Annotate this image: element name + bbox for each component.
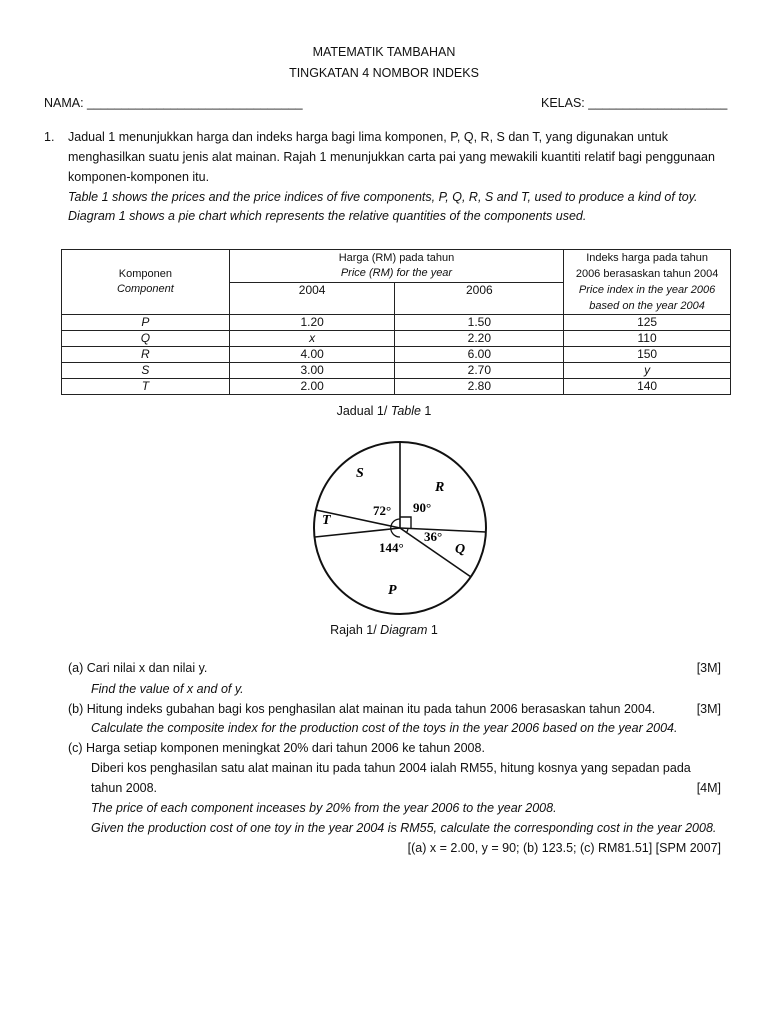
pie-label-q: Q: [455, 542, 466, 557]
page-title: MATEMATIK TAMBAHAN: [312, 45, 456, 59]
index-cell: 140: [564, 379, 731, 395]
price-2004-cell: 1.20: [229, 315, 395, 331]
component-cell: T: [62, 379, 230, 395]
part-a-malay: (a) Cari nilai x dan nilai y.: [68, 661, 208, 675]
diagram-caption-en: Diagram: [380, 623, 428, 637]
table-row: [62, 331, 731, 347]
component-header-en: Component: [116, 283, 174, 295]
pie-label-p: P: [388, 583, 397, 598]
index-cell: 125: [564, 315, 731, 331]
diagram-caption: [0, 623, 768, 637]
index-cell: 110: [564, 331, 731, 347]
price-2004-cell: x: [229, 331, 395, 347]
table-row: [62, 315, 731, 331]
pie-angle-36: 36°: [424, 529, 443, 544]
name-field-label: NAMA: _______________________________: [44, 96, 303, 110]
index-header-line: 2006 berasaskan tahun 2004: [575, 268, 719, 280]
answer-key: [(a) x = 2.00, y = 90; (b) 123.5; (c) RM81.51] [SPM 2007]: [407, 841, 721, 855]
price-index-table: [61, 249, 731, 395]
component-header: [62, 250, 230, 315]
part-c-malay: (c) Harga setiap komponen meningkat 20% dari tahun 2006 ke tahun 2008.: [68, 741, 485, 755]
component-cell: R: [62, 347, 230, 363]
index-header-line: Indeks harga pada tahun: [586, 252, 708, 264]
right-angle-marker: [400, 517, 411, 528]
pie-label-t: T: [322, 513, 331, 528]
angle-arc-72: [391, 519, 400, 526]
table-row: [62, 379, 731, 395]
pie-angle-90: 90°: [413, 500, 432, 515]
pie-radius-rq: [400, 528, 486, 532]
price-2004-cell: 2.00: [229, 379, 395, 395]
price-header: [229, 250, 563, 283]
pie-label-s: S: [356, 466, 364, 481]
part-c-marks: [4M]: [696, 781, 721, 795]
table-caption-my: Jadual 1/: [336, 404, 391, 418]
price-2006-cell: 2.20: [395, 331, 564, 347]
year-2006-header: 2006: [395, 283, 564, 315]
index-cell: 150: [564, 347, 731, 363]
part-c-malay: Diberi kos penghasilan satu alat mainan itu pada tahun 2004 ialah RM55, hitung kosnya yang sepadan pada: [91, 761, 691, 775]
table-row: [62, 347, 731, 363]
class-field-label: KELAS: ____________________: [541, 96, 728, 110]
table-caption-en: Table: [390, 404, 421, 418]
component-cell: P: [62, 315, 230, 331]
pie-chart-diagram: [300, 435, 500, 625]
question-malay-line: komponen-komponen itu.: [68, 170, 210, 184]
pie-angle-72: 72°: [373, 503, 392, 518]
question-malay-line: menghasilkan suatu jenis alat mainan. Rajah 1 menunjukkan carta pai yang mewakili kuantiti relatif bagi penggunaan: [68, 150, 715, 164]
price-2006-cell: 6.00: [395, 347, 564, 363]
part-c-malay: tahun 2008.: [91, 781, 158, 795]
part-c-english: Given the production cost of one toy in the year 2004 is RM55, calculate the corresponding cost in the year 2008.: [91, 821, 717, 835]
question-english-line: Table 1 shows the prices and the price indices of five components, P, Q, R, S and T, used to produce a kind of toy.: [68, 190, 698, 204]
part-a-english: Find the value of x and of y.: [91, 682, 244, 696]
price-2004-cell: 4.00: [229, 347, 395, 363]
index-header: [564, 250, 731, 315]
price-header-my: Harga (RM) pada tahun: [338, 252, 455, 264]
pie-angle-144: 144°: [379, 540, 404, 555]
part-b-malay: (b) Hitung indeks gubahan bagi kos penghasilan alat mainan itu pada tahun 2006 berasaskan tahun 2004.: [68, 702, 656, 716]
table-caption: [0, 404, 768, 418]
price-2004-cell: 3.00: [229, 363, 395, 379]
price-header-en: Price (RM) for the year: [340, 267, 453, 279]
part-b-marks: [3M]: [696, 702, 721, 716]
price-2006-cell: 2.80: [395, 379, 564, 395]
pie-radius-tp: [315, 528, 400, 537]
diagram-caption-num: 1: [427, 623, 438, 637]
component-cell: S: [62, 363, 230, 379]
index-header-line: based on the year 2004: [589, 300, 705, 312]
question-english-line: Diagram 1 shows a pie chart which represents the relative quantities of the components used.: [68, 209, 587, 223]
table-row: [62, 363, 731, 379]
component-cell: Q: [62, 331, 230, 347]
part-a-marks: [3M]: [696, 661, 721, 675]
part-c-english: The price of each component inceases by 20% from the year 2006 to the year 2008.: [91, 801, 557, 815]
year-2004-header: 2004: [229, 283, 395, 315]
page-subtitle: TINGKATAN 4 NOMBOR INDEKS: [289, 66, 479, 80]
pie-label-r: R: [435, 480, 445, 495]
index-header-line: Price index in the year 2006: [578, 284, 716, 296]
question-malay-line: Jadual 1 menunjukkan harga dan indeks harga bagi lima komponen, P, Q, R, S dan T, yang digunakan untuk: [68, 130, 668, 144]
component-header-my: Komponen: [118, 268, 172, 280]
index-cell: y: [564, 363, 731, 379]
price-2006-cell: 1.50: [395, 315, 564, 331]
question-number: 1.: [44, 130, 55, 144]
diagram-caption-my: Rajah 1/: [330, 623, 381, 637]
price-2006-cell: 2.70: [395, 363, 564, 379]
table-caption-num: 1: [420, 404, 432, 418]
part-b-english: Calculate the composite index for the production cost of the toys in the year 2006 based on the year 2004.: [91, 721, 678, 735]
